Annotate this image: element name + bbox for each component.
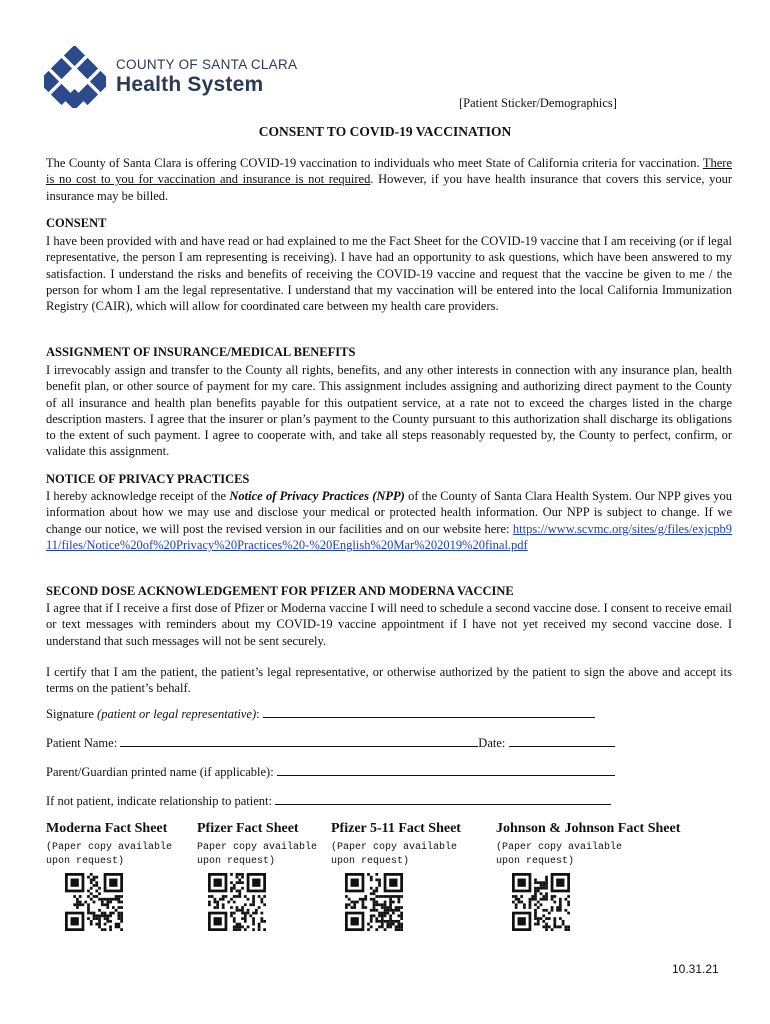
- fact-sheet-note: Paper copy available: [197, 842, 318, 853]
- diamond-grid-logo-icon: [44, 46, 106, 108]
- org-line1: COUNTY OF SANTA CLARA: [116, 57, 298, 72]
- second-dose-heading: SECOND DOSE ACKNOWLEDGEMENT FOR PFIZER AND MODERNA VACCINE: [46, 584, 514, 598]
- certify-paragraph: I certify that I am the patient, the patient’s legal representative, or otherwise authorized by the patient to sign the above and accept its terms on the patient’s behalf.: [46, 665, 732, 696]
- signature-note: (patient or legal representative): [97, 707, 257, 721]
- second-dose-body: I agree that if I receive a first dose of Pfizer or Moderna vaccine I will need to schedule a second vaccine dose. I consent to receive email or text messages with reminders about my COVID-19 vaccine appointment if I have not yet received my second vaccine dose. I understand that such messages will not be sent securely.: [46, 601, 732, 648]
- fact-sheet-pfizer: [197, 821, 317, 869]
- guardian-label: Parent/Guardian printed name (if applicable):: [46, 765, 274, 779]
- organization-name: [116, 57, 297, 97]
- intro-text: The County of Santa Clara is offering COVID-19 vaccination to individuals who meet State of California criteria for vaccination.: [46, 156, 703, 170]
- consent-body: I have been provided with and have read or had explained to me the Fact Sheet for the COVID-19 vaccine that I am receiving (or if legal representative, the person I am representing is receiving). I have had an opportunity to ask questions, which have been answered to my satisfaction. I understand the risks and benefits of receiving the COVID-19 vaccine and request that the vaccine be given to me / the person for whom I am the legal representative. I understand that my vaccination will be entered into the local California Immunization Registry (CAIR), which will allow for coordinated care between my health care providers.: [46, 234, 732, 314]
- signature-label: Signature: [46, 707, 98, 721]
- date-label: Date:: [478, 736, 506, 750]
- moderna-qr-code-icon[interactable]: [65, 873, 123, 931]
- consent-heading: CONSENT: [46, 216, 107, 230]
- fact-sheet-note: (Paper copy available: [331, 842, 458, 853]
- guardian-name-field[interactable]: [277, 764, 615, 776]
- patient-name-row: [46, 735, 615, 751]
- intro-paragraph: [46, 155, 732, 204]
- guardian-row: [46, 764, 615, 780]
- relationship-field[interactable]: [275, 793, 611, 805]
- relationship-label: If not patient, indicate relationship to patient:: [46, 794, 272, 808]
- fact-sheet-pfizer-5-11: [331, 821, 461, 869]
- fact-sheet-note: upon request): [496, 856, 575, 867]
- privacy-heading: NOTICE OF PRIVACY PRACTICES: [46, 472, 250, 486]
- pfizer-qr-code-icon[interactable]: [208, 873, 266, 931]
- fact-sheet-title: Pfizer Fact Sheet: [197, 821, 299, 836]
- johnson-qr-code-icon[interactable]: [512, 873, 570, 931]
- intro-no-cost-text: There is no cost to you for vaccination and insurance is not required: [46, 156, 732, 187]
- fact-sheet-note: upon request): [331, 856, 410, 867]
- npp-link[interactable]: https://www.scvmc.org/sites/g/files/exjcpb911/files/Notice%20of%20Privacy%20Practices%20-%20English%20Mar%202019%20final.pdf: [46, 521, 732, 552]
- npp-title: Notice of Privacy Practices (NPP): [229, 489, 405, 503]
- relationship-row: [46, 793, 611, 809]
- fact-sheet-moderna: [46, 821, 172, 869]
- document-title: CONSENT TO COVID-19 VACCINATION: [258, 124, 512, 139]
- assignment-heading: ASSIGNMENT OF INSURANCE/MEDICAL BENEFITS: [46, 345, 356, 359]
- fact-sheet-note: upon request): [197, 856, 276, 867]
- patient-sticker-label: [Patient Sticker/Demographics]: [459, 96, 617, 110]
- org-line2: Health System: [116, 73, 264, 96]
- intro-text-end: . However, if you have health insurance that covers this service, your insurance may be billed.: [46, 172, 732, 203]
- patient-name-label: Patient Name:: [46, 736, 118, 750]
- privacy-text: I hereby acknowledge receipt of the: [46, 489, 230, 503]
- fact-sheet-johnson: [496, 821, 680, 869]
- signature-field[interactable]: [263, 706, 595, 718]
- patient-name-field[interactable]: [120, 735, 478, 747]
- pfizer-5-11-qr-code-icon[interactable]: [345, 873, 403, 931]
- privacy-body: [46, 488, 732, 553]
- signature-colon: :: [256, 707, 260, 721]
- fact-sheet-title: Pfizer 5-11 Fact Sheet: [331, 821, 461, 836]
- assignment-body: I irrevocably assign and transfer to the County all rights, benefits, and any other interests in connection with any insurance plan, health benefit plan, or other source of payment for my care. This assignment includes assigning and authorizing direct payment to the County of all insurance and health plan benefits payable for this outpatient service, at a rate not to exceed the charges listed in the charge description masters. I agree that the insurer or plan’s payment to the County pursuant to this authorization shall discharge its obligations to the extent of such payment. I agree to cooperate with, and take all steps reasonably requested by, the County to perfect, confirm, or validate this assignment.: [46, 363, 732, 459]
- signature-row: [46, 706, 595, 722]
- fact-sheet-note: upon request): [46, 856, 125, 867]
- fact-sheet-title: Moderna Fact Sheet: [46, 821, 168, 836]
- version-date: 10.31.21: [672, 962, 719, 976]
- privacy-text-2: of the County of Santa Clara Health System. Our NPP gives you information about how we may use and disclose your medical or protected health information. Our NPP is subject to change. If we change our notice, we will post the revised version in our facilities and on our website here:: [46, 489, 732, 536]
- fact-sheet-note: (Paper copy available: [496, 842, 623, 853]
- fact-sheet-note: (Paper copy available: [46, 842, 173, 853]
- fact-sheet-title: Johnson & Johnson Fact Sheet: [496, 821, 681, 836]
- date-field[interactable]: [509, 735, 615, 747]
